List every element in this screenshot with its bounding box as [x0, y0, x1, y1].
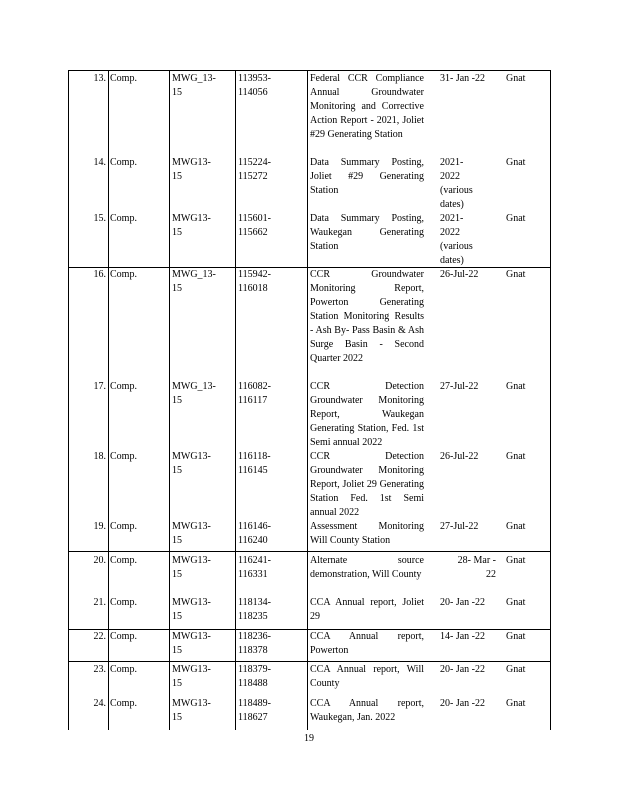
bates-range: 115942- 116018	[238, 269, 271, 294]
row-number: 17.	[93, 381, 106, 392]
row-number: 23.	[93, 664, 106, 675]
exhibit-id: MWG13- 15	[172, 597, 211, 622]
row-rule	[68, 551, 551, 552]
exhibit-id: MWG_13- 15	[172, 73, 216, 98]
doc-type: Comp.	[110, 157, 137, 168]
doc-type: Comp.	[110, 73, 137, 84]
row-number: 21.	[93, 597, 106, 608]
doc-type: Comp.	[110, 631, 137, 642]
row-number: 20.	[93, 555, 106, 566]
doc-date: 2021- 2022 (various dates)	[440, 213, 473, 266]
objection: Gnat	[506, 73, 526, 84]
doc-type: Comp.	[110, 269, 137, 280]
doc-type: Comp.	[110, 521, 137, 532]
bates-range: 113953- 114056	[238, 73, 271, 98]
description: Data Summary Posting, Joliet #29 Generating Station	[310, 157, 424, 196]
doc-date: 26-Jul-22	[440, 269, 479, 280]
exhibit-id: MWG13- 15	[172, 451, 211, 476]
objection: Gnat	[506, 451, 526, 462]
description: Alternate source demonstration, Will County	[310, 555, 424, 580]
objection: Gnat	[506, 698, 526, 709]
doc-type: Comp.	[110, 451, 137, 462]
objection: Gnat	[506, 664, 526, 675]
column-rule	[235, 70, 236, 730]
objection: Gnat	[506, 381, 526, 392]
exhibit-id: MWG13- 15	[172, 698, 211, 723]
column-rule	[307, 70, 308, 730]
description: Data Summary Posting, Waukegan Generating Station	[310, 213, 424, 252]
doc-date: 27-Jul-22	[440, 521, 479, 532]
bates-range: 116082- 116117	[238, 381, 271, 406]
exhibit-id: MWG13- 15	[172, 213, 211, 238]
page-number: 19	[304, 733, 314, 744]
bates-range: 115601- 115662	[238, 213, 271, 238]
bates-range: 116146- 116240	[238, 521, 271, 546]
doc-date: 14- Jan -22	[440, 631, 485, 642]
exhibit-id: MWG_13- 15	[172, 381, 216, 406]
doc-date: 28- Mar - 22	[457, 555, 496, 580]
doc-date: 2021- 2022 (various dates)	[440, 157, 473, 210]
doc-type: Comp.	[110, 213, 137, 224]
description: CCR Groundwater Monitoring Report, Powerton Generating Station Monitoring Results - Ash By- Pass Basin & Ash Surge Basin - Second Quarter 2022	[310, 269, 424, 364]
row-number: 22.	[93, 631, 106, 642]
description: Assessment Monitoring Will County Station	[310, 521, 424, 546]
column-rule	[169, 70, 170, 730]
exhibit-id: MWG13- 15	[172, 664, 211, 689]
exhibit-id: MWG13- 15	[172, 157, 211, 182]
description: CCA Annual report, Powerton	[310, 631, 424, 656]
column-rule	[108, 70, 109, 730]
doc-date: 20- Jan -22	[440, 698, 485, 709]
doc-type: Comp.	[110, 381, 137, 392]
doc-date: 20- Jan -22	[440, 664, 485, 675]
doc-date: 27-Jul-22	[440, 381, 479, 392]
row-number: 15.	[93, 213, 106, 224]
doc-type: Comp.	[110, 698, 137, 709]
row-number: 24.	[93, 698, 106, 709]
objection: Gnat	[506, 521, 526, 532]
objection: Gnat	[506, 213, 526, 224]
exhibit-id: MWG13- 15	[172, 555, 211, 580]
row-number: 14.	[93, 157, 106, 168]
description: CCA Annual report, Waukegan, Jan. 2022	[310, 698, 424, 723]
description: Federal CCR Compliance Annual Groundwater Monitoring and Corrective Action Report - 2021, Joliet #29 Generating Station	[310, 73, 424, 140]
objection: Gnat	[506, 631, 526, 642]
objection: Gnat	[506, 269, 526, 280]
doc-type: Comp.	[110, 555, 137, 566]
exhibit-id: MWG13- 15	[172, 631, 211, 656]
bates-range: 118489- 118627	[238, 698, 271, 723]
exhibit-id: MWG_13- 15	[172, 269, 216, 294]
row-number: 19.	[93, 521, 106, 532]
column-rule	[550, 70, 551, 730]
doc-date: 20- Jan -22	[440, 597, 485, 608]
objection: Gnat	[506, 157, 526, 168]
bates-range: 116118- 116145	[238, 451, 271, 476]
description: CCA Annual report, Will County	[310, 664, 424, 689]
exhibit-id: MWG13- 15	[172, 521, 211, 546]
row-number: 13.	[93, 73, 106, 84]
bates-range: 116241- 116331	[238, 555, 271, 580]
bates-range: 118236- 118378	[238, 631, 271, 656]
bates-range: 115224- 115272	[238, 157, 271, 182]
description: CCR Detection Groundwater Monitoring Report, Waukegan Generating Station, Fed. 1st Semi annual 2022	[310, 381, 424, 448]
doc-type: Comp.	[110, 664, 137, 675]
description: CCA Annual report, Joliet 29	[310, 597, 424, 622]
bates-range: 118134- 118235	[238, 597, 271, 622]
doc-type: Comp.	[110, 597, 137, 608]
row-number: 16.	[93, 269, 106, 280]
doc-date: 26-Jul-22	[440, 451, 479, 462]
bates-range: 118379- 118488	[238, 664, 271, 689]
exhibit-table	[68, 70, 551, 730]
row-rule	[68, 661, 551, 662]
objection: Gnat	[506, 555, 526, 566]
description: CCR Detection Groundwater Monitoring Report, Joliet 29 Generating Station Fed. 1st Semi annual 2022	[310, 451, 424, 518]
row-number: 18.	[93, 451, 106, 462]
objection: Gnat	[506, 597, 526, 608]
row-rule	[68, 70, 551, 71]
doc-date: 31- Jan -22	[440, 73, 485, 84]
column-rule	[68, 70, 69, 730]
